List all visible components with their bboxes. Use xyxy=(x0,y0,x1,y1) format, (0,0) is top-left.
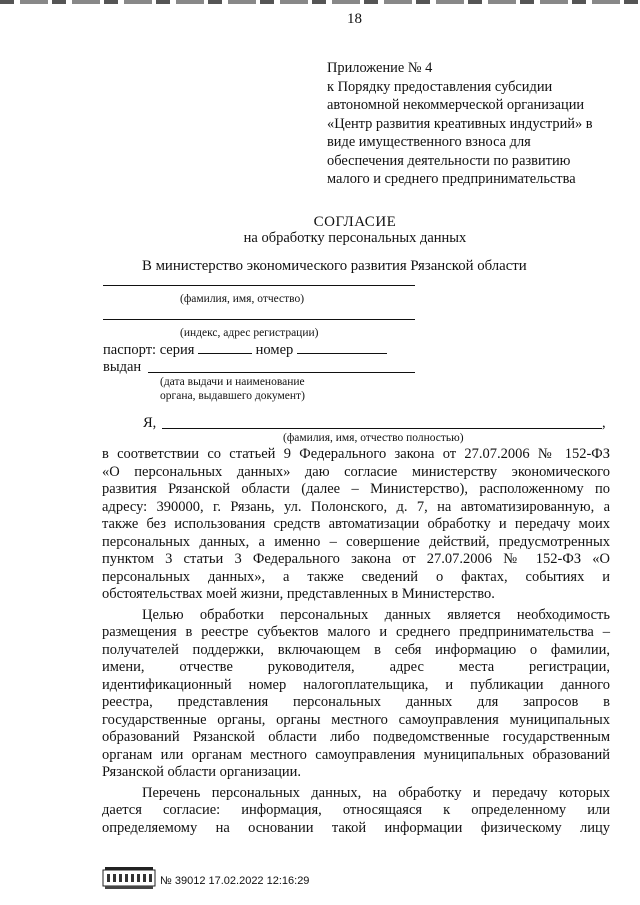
paragraph-2-line: получателей поддержки, включающем в себя информацию о фамилии, xyxy=(102,641,610,658)
annex-line: малого и среднего предпринимательства xyxy=(327,171,576,187)
paragraph-2-line: органам или органам местного самоуправления муниципальных образований xyxy=(102,746,610,763)
full-name-caption: (фамилия, имя, отчество полностью) xyxy=(283,432,464,444)
passport-number-label: номер xyxy=(255,342,294,358)
paragraph-1-line: пунктом 3 статьи 3 Федерального закона от 27.07.2006 № 152-ФЗ «О xyxy=(102,551,610,567)
paragraph-1-line: развития Рязанской области (далее – Министерство), расположенному по xyxy=(102,481,610,497)
issued-row xyxy=(103,359,141,376)
paragraph-1-line: персональных данных», а также сведений о фактах, событиях и xyxy=(102,568,610,585)
paragraph-2-line: государственные органы, органы местного самоуправления муниципальных xyxy=(102,711,610,728)
annex-line: «Центр развития креативных индустрий» в xyxy=(327,115,593,132)
paragraph-2-line: Целью обработки персональных данных является необходимость xyxy=(142,606,610,623)
document-subtitle: на обработку персональных данных xyxy=(243,230,467,246)
issued-blank-line xyxy=(148,372,415,373)
paragraph-1-line: также без использования средств автоматизации обработку и передачу моих xyxy=(102,516,610,532)
issued-caption-1: (дата выдачи и наименование xyxy=(160,376,305,388)
consent-body xyxy=(102,446,610,837)
fio-blank-line xyxy=(103,285,415,286)
scan-top-edge xyxy=(0,0,640,4)
registration-stamp-text: № 39012 17.02.2022 12:16:29 xyxy=(160,875,310,887)
paragraph-3-line: дается согласие: информация, относящаяся к определенному или xyxy=(102,802,610,818)
paragraph-3-line: Перечень персональных данных, на обработку и передачу которых xyxy=(142,784,610,801)
paragraph-2-line: идентификационный номер налогоплательщика, и публикации данного xyxy=(102,676,610,693)
issued-label: выдан xyxy=(103,359,142,375)
address-caption: (индекс, адрес регистрации) xyxy=(180,327,319,339)
annex-line: обеспечения деятельности по развитию xyxy=(327,152,571,169)
paragraph-2-line: Рязанской области организации. xyxy=(102,764,302,780)
paragraph-2-line: образований Рязанской области либо подведомственные государственным xyxy=(102,729,610,745)
paragraph-1-line: адресу: 390000, г. Рязань, ул. Полонского, д. 7, на автоматизированную, а xyxy=(102,498,610,515)
paragraph-1-line: персональных данных, а именно – совершение действий, предусмотренных xyxy=(102,533,610,550)
issued-caption-2: органа, выдавшего документ) xyxy=(160,390,305,402)
i-label: Я, xyxy=(143,415,157,431)
addressee: В министерство экономического развития Рязанской области xyxy=(142,258,527,274)
passport-series-blank xyxy=(198,341,252,354)
registry-stamp-icon xyxy=(102,866,156,890)
passport-row xyxy=(103,341,387,359)
annex-line: к Порядку предоставления субсидии xyxy=(327,78,553,95)
full-name-blank-line xyxy=(162,428,602,429)
paragraph-2-line: размещения в реестре субъектов малого и среднего предпринимательства – xyxy=(102,624,610,640)
passport-number-blank xyxy=(297,341,387,354)
passport-series-label: паспорт: серия xyxy=(103,342,195,358)
page-number: 18 xyxy=(347,11,362,27)
annex-header xyxy=(327,59,617,189)
paragraph-1-line: «О персональных данных» даю согласие министерству экономического xyxy=(102,463,610,480)
paragraph-1-line: в соответствии со статьей 9 Федерального закона от 27.07.2006 № 152-ФЗ xyxy=(102,446,610,462)
annex-line: автономной некоммерческой организации xyxy=(327,97,585,113)
paragraph-1-line: обстоятельствах моей жизни, представленных в Министерство. xyxy=(102,586,495,602)
address-blank-line xyxy=(103,319,415,320)
annex-line: виде имущественного взноса для xyxy=(327,134,531,150)
document-title: СОГЛАСИЕ xyxy=(313,214,397,230)
paragraph-3-line: определяемому на основании такой информации физическому лицу xyxy=(102,819,610,836)
paragraph-2-line: реестра, представления персональных данных для запросов в xyxy=(102,694,610,710)
annex-line: Приложение № 4 xyxy=(327,60,433,76)
paragraph-2-line: имени, отчестве руководителя, адрес места регистрации, xyxy=(102,659,610,675)
document-footer xyxy=(102,866,352,890)
i-comma: , xyxy=(602,415,606,431)
fio-caption: (фамилия, имя, отчество) xyxy=(180,293,305,305)
